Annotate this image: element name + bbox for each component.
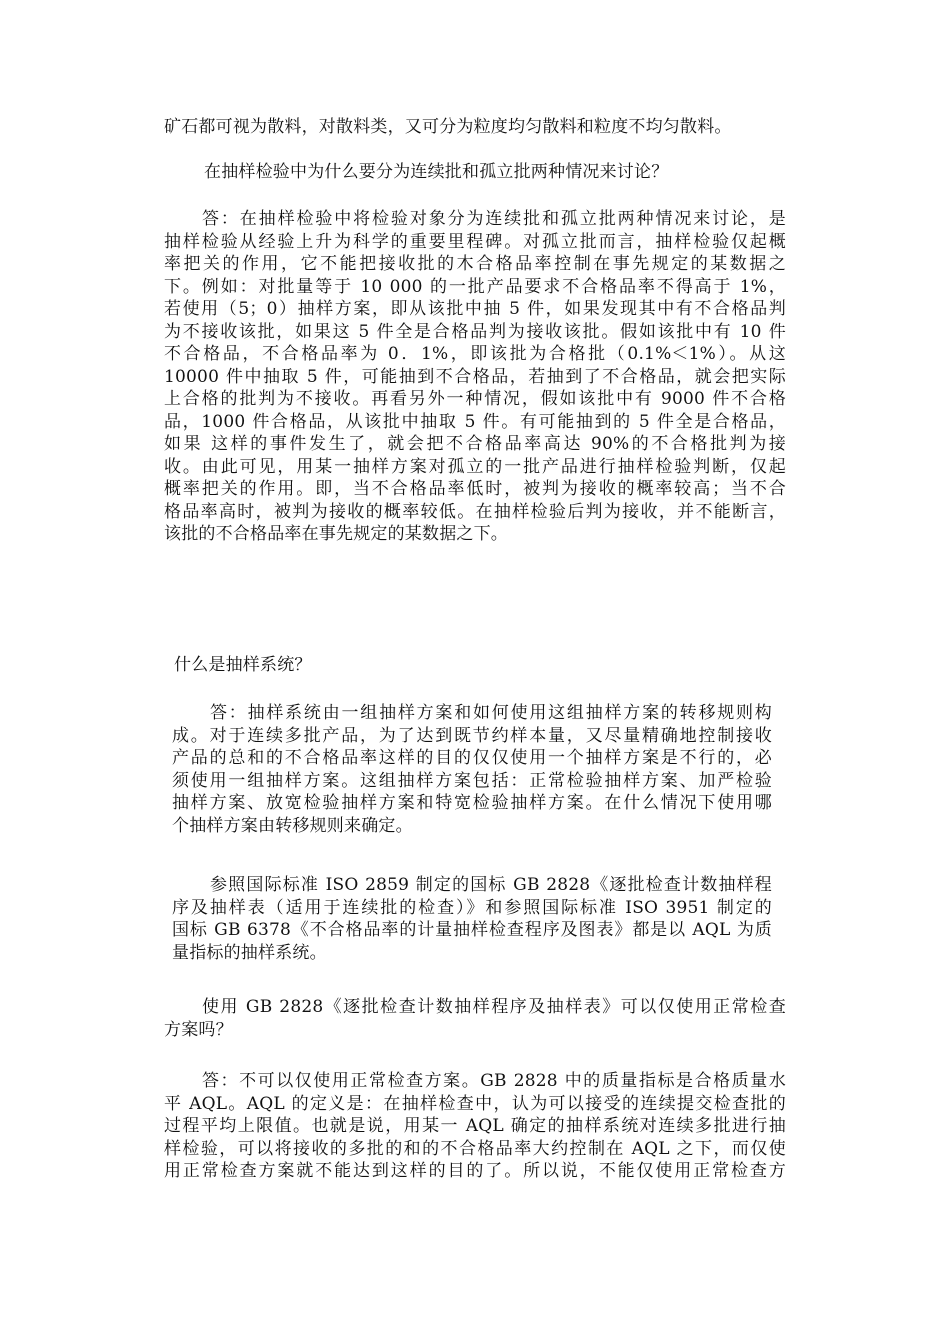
answer-normal-inspection-only <box>164 1070 786 1183</box>
question-continuous-vs-isolated-lot <box>204 161 764 184</box>
text-line: 概率把关的作用。即，当不合格品率低时，被判为接收的概率较高；当不合 <box>164 479 786 499</box>
text-line: 须使用一组抽样方案。这组抽样方案包括：正常检验抽样方案、加严检验 <box>172 770 772 791</box>
text-line: 参照国际标准 ISO 2859 制定的国标 GB 2828《逐批检查计数抽样程 <box>210 875 772 895</box>
text-line: 方案吗？ <box>164 1019 233 1040</box>
text-line: 过程平均上限值。也就是说，用某一 AQL 确定的抽样系统对连续多批进行抽 <box>164 1116 786 1136</box>
text-line: 什么是抽样系统？ <box>174 655 312 675</box>
text-line: 上合格的批判为不接收。再看另外一种情况，假如该批中有 9000 件不合格 <box>164 389 786 409</box>
text-line: 不合格品，不合格品率为 0．1%，即该批为合格批（0.1%＜1%）。从这 <box>164 344 786 364</box>
question-sampling-system <box>174 654 474 677</box>
question-normal-inspection-only <box>164 996 786 1041</box>
paragraph-bulk-material <box>164 116 786 139</box>
answer-continuous-vs-isolated-lot <box>164 208 786 546</box>
text-line: 序及抽样表（适用于连续批的检查）》和参照国际标准 ISO 3951 制定的 <box>172 897 772 918</box>
text-line: 如果 这样的事件发生了，就会把不合格品率高达 90%的不合格批判为接 <box>164 434 786 454</box>
text-line: 抽样检验从经验上升为科学的重要里程碑。对孤立批而言，抽样检验仅起概 <box>164 231 786 252</box>
text-line: 答：在抽样检验中将检验对象分为连续批和孤立批两种情况来讨论，是 <box>202 209 786 229</box>
text-line: 格品率高时，被判为接收的概率较低。在抽样检验后判为接收，并不能断言， <box>164 501 786 522</box>
text-line: 收。由此可见，用某一抽样方案对孤立的一批产品进行抽样检验判断，仅起 <box>164 456 786 477</box>
text-line: 个抽样方案由转移规则来确定。 <box>172 815 413 836</box>
text-line: 若使用（5；0）抽样方案，即从该批中抽 5 件，如果发现其中有不合格品判 <box>164 299 786 319</box>
paragraph-standards <box>172 874 772 964</box>
text-line: 答：不可以仅使用正常检查方案。GB 2828 中的质量指标是合格质量水 <box>202 1071 786 1091</box>
text-line: 抽样方案、放宽检验抽样方案和特宽检验抽样方案。在什么情况下使用哪 <box>172 793 772 813</box>
text-line: 答：抽样系统由一组抽样方案和如何使用这组抽样方案的转移规则构 <box>210 703 772 723</box>
text-line: 产品的总和的不合格品率这样的目的仅仅使用一个抽样方案是不行的，必 <box>172 748 772 768</box>
text-line: 平 AQL。AQL 的定义是：在抽样检查中，认为可以接受的连续提交检查批的 <box>164 1093 786 1114</box>
text-line: 使用 GB 2828《逐批检查计数抽样程序及抽样表》可以仅使用正常检查 <box>202 997 786 1017</box>
text-line: 品，1000 件合格品，从该批中抽取 5 件。有可能抽到的 5 件全是合格品， <box>164 411 786 432</box>
text-line: 下。例如：对批量等于 10 000 的一批产品要求不合格品率不得高于 1%， <box>164 276 786 297</box>
text-line: 在抽样检验中为什么要分为连续批和孤立批两种情况来讨论？ <box>204 162 669 182</box>
text-line: 为不接收该批，如果这 5 件全是合格品判为接收该批。假如该批中有 10 件 <box>164 321 786 342</box>
text-line: 该批的不合格品率在事先规定的某数据之下。 <box>164 524 508 544</box>
text-line: 用正常检查方案就不能达到这样的目的了。所以说，不能仅使用正常检查方 <box>164 1161 786 1181</box>
answer-sampling-system <box>172 702 772 837</box>
text-line: 国标 GB 6378《不合格品率的计量抽样检查程序及图表》都是以 AQL 为质 <box>172 920 772 940</box>
text-line: 样检验，可以将接收的多批的和的不合格品率大约控制在 AQL 之下，而仅使 <box>164 1138 786 1159</box>
text-line: 矿石都可视为散料，对散料类，又可分为粒度均匀散料和粒度不均匀散料。 <box>164 117 732 137</box>
text-line: 成。对于连续多批产品，为了达到既节约样本量，又尽量精确地控制接收 <box>172 725 772 746</box>
text-line: 率把关的作用，它不能把接收批的木合格品率控制在事先规定的某数据之 <box>164 254 786 274</box>
text-line: 10000 件中抽取 5 件，可能抽到不合格品，若抽到了不合格品，就会把实际 <box>164 366 786 387</box>
text-line: 量指标的抽样系统。 <box>172 942 327 963</box>
